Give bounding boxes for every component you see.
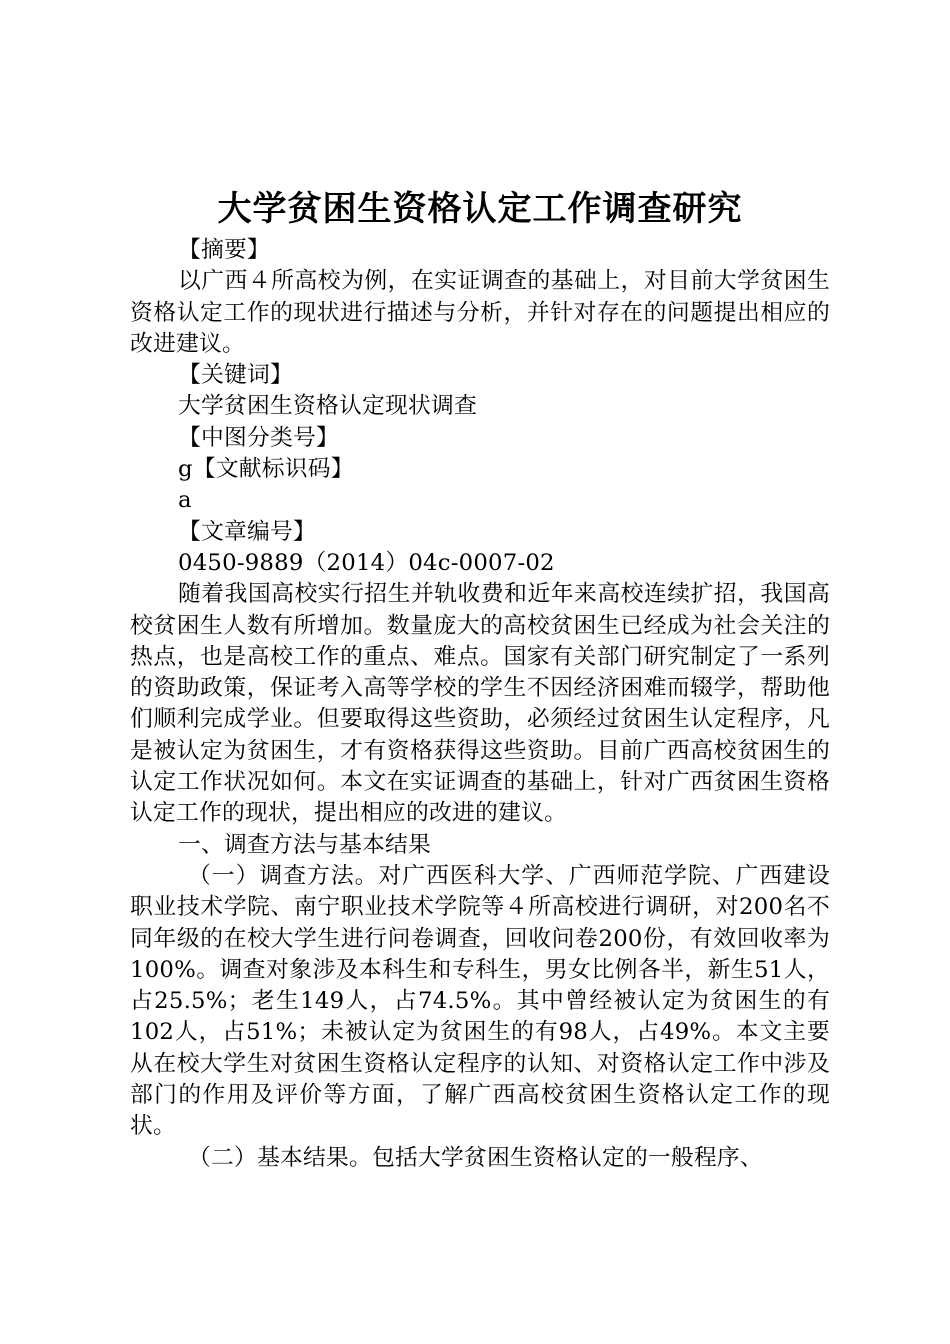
doc-id-value: a [178, 487, 192, 514]
abstract-heading: 【摘要】 [178, 237, 270, 263]
article-no-value: 0450-9889（2014）04c-0007-02 [178, 549, 555, 576]
abstract-text: 以广西４所高校为例，在实证调查的基础上，对目前大学贫困生资格认定工作的现状进行描述与分析，并针对存在的问题提出相应的改进建议。 [130, 268, 830, 357]
doc-id-line: g【文献标识码】 [178, 456, 354, 483]
article-no-heading: 【文章编号】 [178, 518, 316, 545]
keywords-text: 大学贫困生资格认定现状调查 [178, 393, 477, 420]
intro-paragraph: 随着我国高校实行招生并轨收费和近年来高校连续扩招，我国高校贫困生人数有所增加。数量庞大的高校贫困生已经成为社会关注的热点，也是高校工作的重点、难点。国家有关部门研究制定了一系列的资助政策，保证考入高等学校的学生不因经济困难而辍学，帮助他们顺利完成学业。但要取得这些资助，必须经过贫困生认定程序，凡是被认定为贫困生，才有资格获得这些资助。目前广西高校贫困生的认定工作状况如何。本文在实证调查的基础上，针对广西贫困生资格认定工作的现状，提出相应的改进的建议。 [130, 581, 830, 827]
clc-heading: 【中图分类号】 [178, 424, 339, 451]
keywords-heading: 【关键词】 [178, 362, 293, 389]
section-heading: 一、调查方法与基本结果 [178, 831, 431, 858]
document-title: 大学贫困生资格认定工作调查研究 [217, 189, 743, 229]
document-page [130, 183, 830, 1174]
subsection-paragraph: （一）调查方法。对广西医科大学、广西师范学院、广西建设职业技术学院、南宁职业技术学院等４所高校进行调研，对200名不同年级的在校大学生进行问卷调查，回收问卷200份，有效回收率为100%。调查对象涉及本科生和专科生，男女比例各半，新生51人，占25.5%；老生149人，占74.5%。其中曾经被认定为贫困生的有102人，占51%；未被认定为贫困生的有98人，占49%。本文主要从在校大学生对贫困生资格认定程序的认知、对资格认定工作中涉及部门的作用及评价等方面，了解广西高校贫困生资格认定工作的现状。 [130, 862, 830, 1140]
subsection-paragraph: （二）基本结果。包括大学贫困生资格认定的一般程序、 [188, 1144, 763, 1171]
